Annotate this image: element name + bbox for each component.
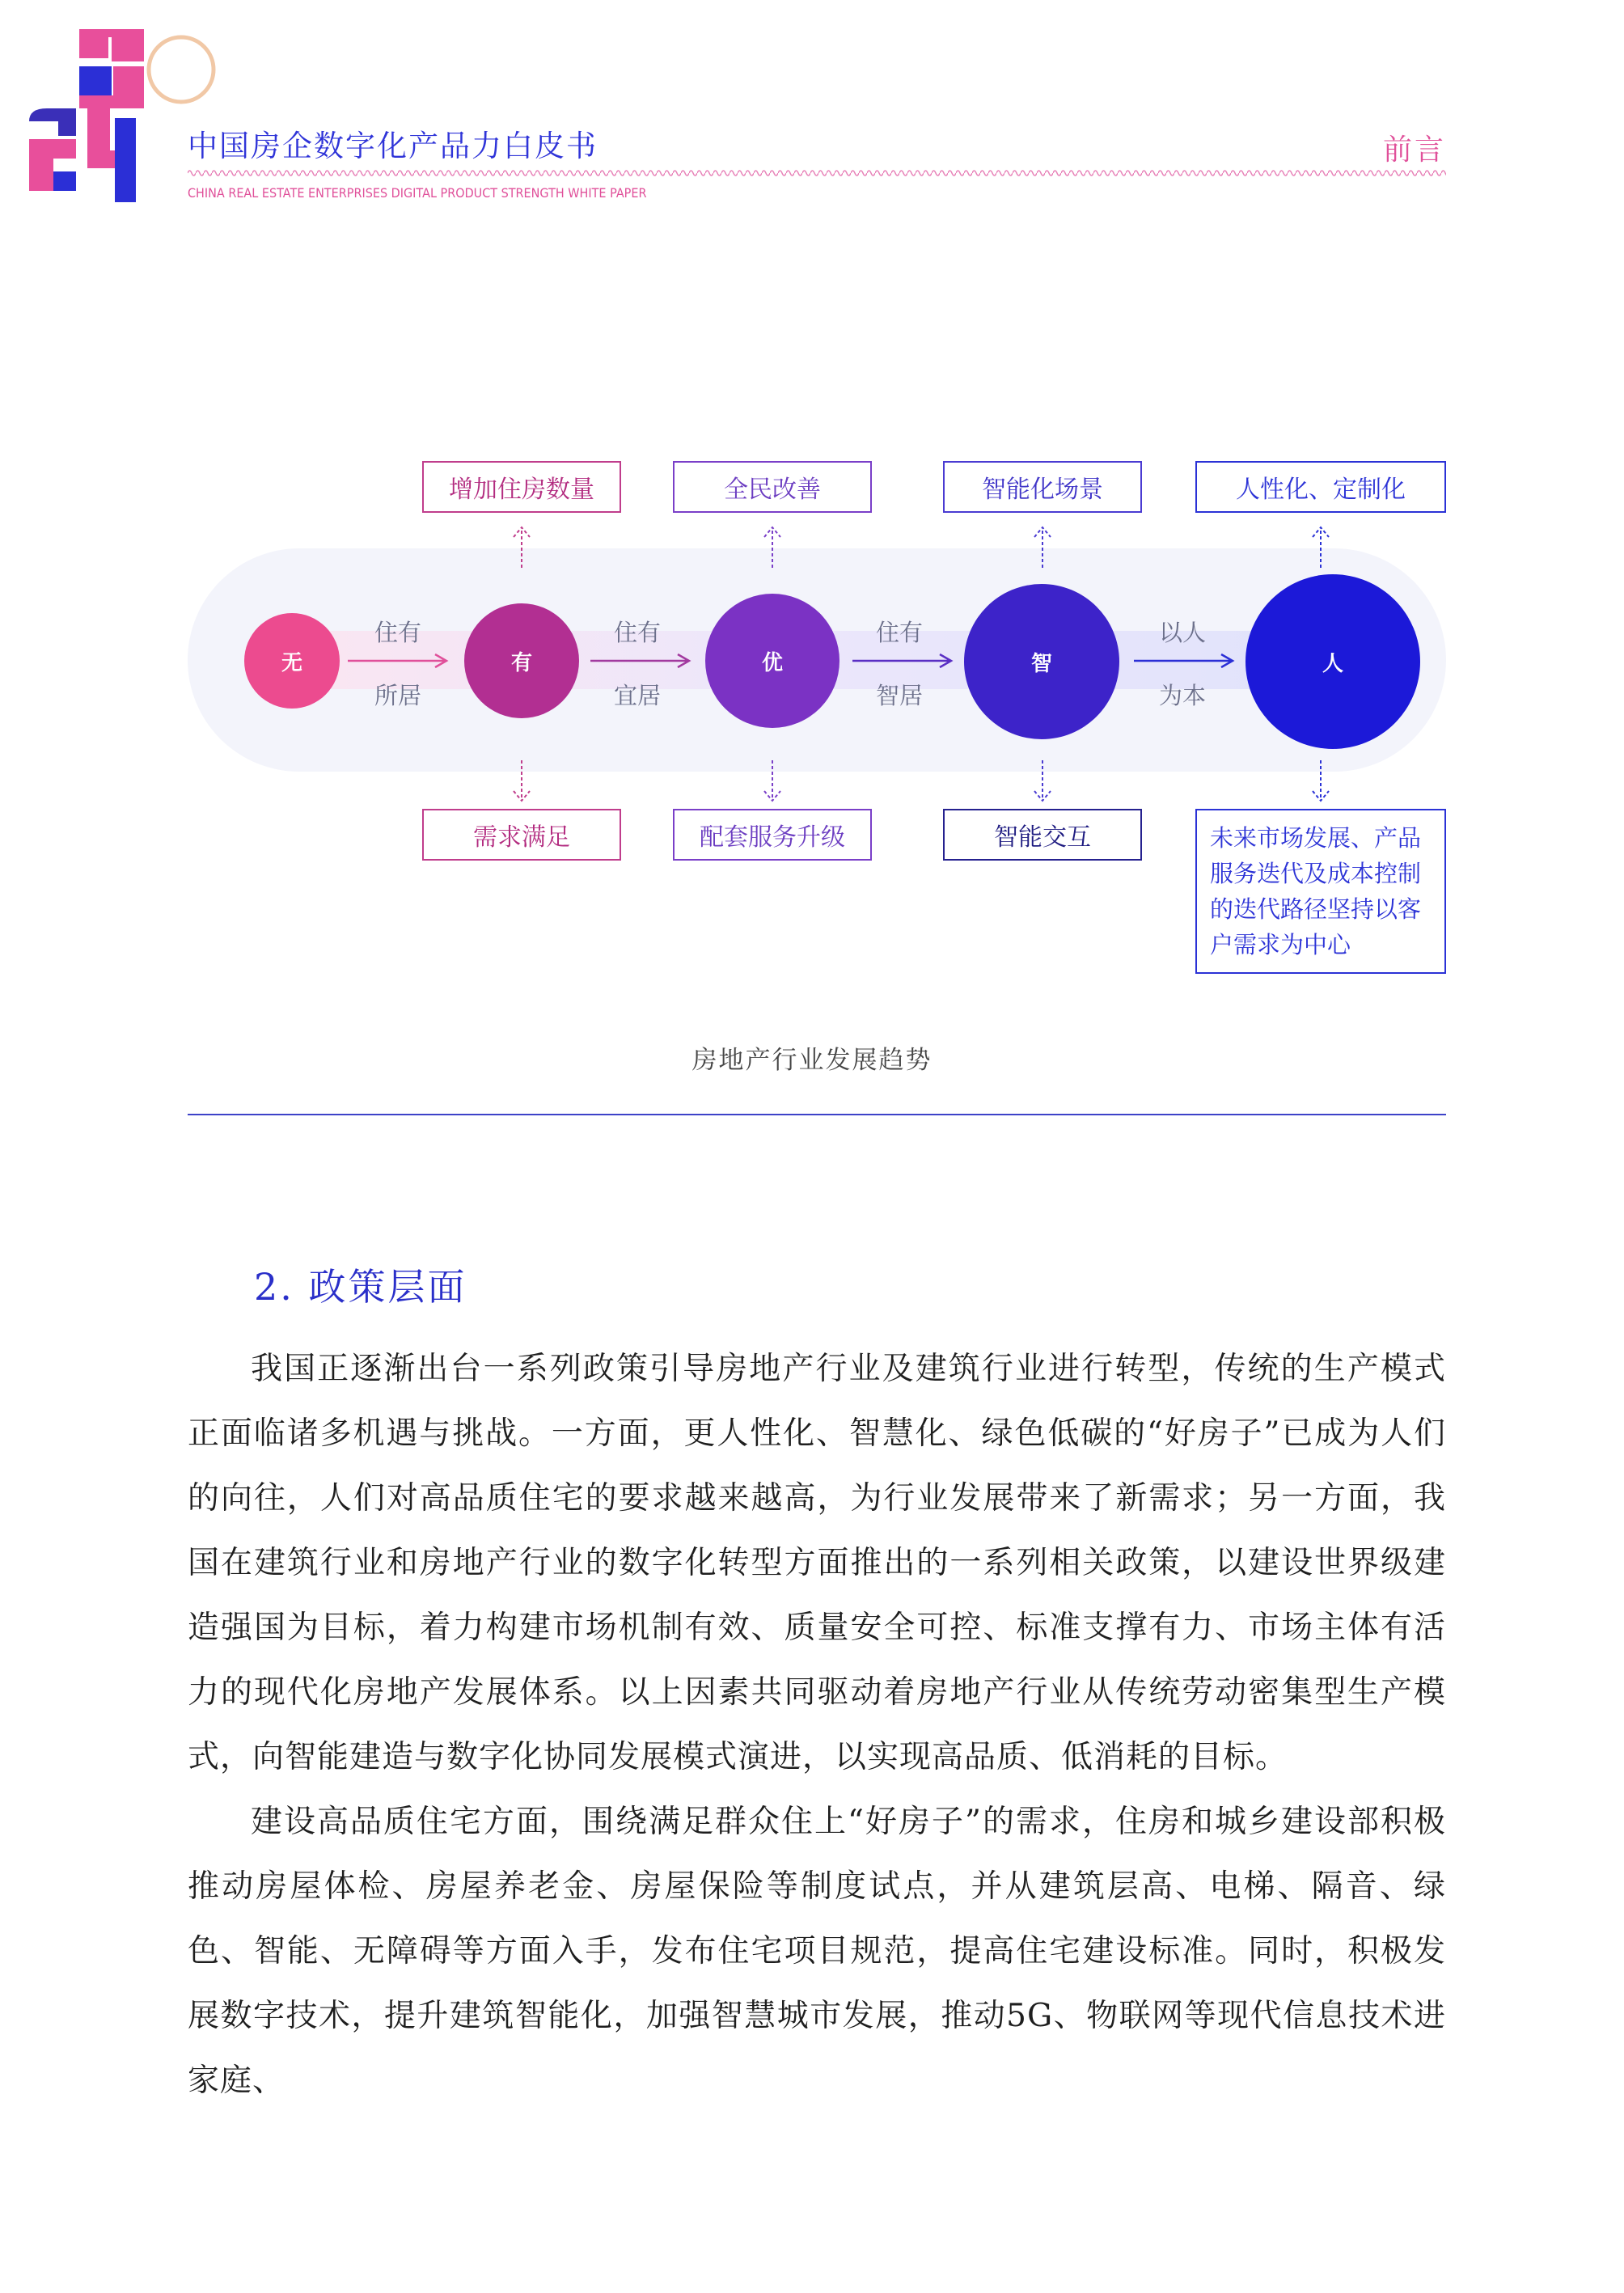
transition-4-arrow [1132,653,1236,669]
transition-4-top: 以人 [1158,619,1206,646]
top-box-3: 智能化场景 [943,461,1142,513]
top-box-4: 人性化、定制化 [1195,461,1446,513]
up-arrow-3 [1030,524,1055,569]
transition-2-top: 住有 [613,619,661,646]
transition-3-arrow [851,653,954,669]
header-subtitle: CHINA REAL ESTATE ENTERPRISES DIGITAL PRODUCT STRENGTH WHITE PAPER [188,185,647,201]
bottom-box-4: 未来市场发展、产品服务迭代及成本控制的迭代路径坚持以客户需求为中心 [1195,809,1446,974]
header-title: 中国房企数字化产品力白皮书 [188,129,598,163]
top-box-2: 全民改善 [673,461,872,513]
caption-divider [188,1114,1446,1115]
transition-3-bottom: 智居 [875,682,923,709]
up-arrow-2 [760,524,785,569]
header-section-label: 前言 [1382,133,1446,167]
transition-2-arrow [589,653,692,669]
down-arrow-2 [760,759,785,804]
stage-circle-none: 无 [244,613,340,709]
up-arrow-4 [1309,524,1333,569]
transition-1-top: 住有 [374,619,421,646]
top-box-1: 增加住房数量 [422,461,621,513]
bottom-box-2: 配套服务升级 [673,809,872,861]
transition-2-bottom: 宜居 [613,682,661,709]
stage-circle-smart: 智 [964,584,1119,739]
paragraph-2: 建设高品质住宅方面，围绕满足群众住上“好房子”的需求，住房和城乡建设部积极推动房屋体检、房屋养老金、房屋保险等制度试点，并从建筑层高、电梯、隔音、绿色、智能、无障碍等方面入手，发布住宅项目规范，提高住宅建设标准。同时，积极发展数字技术，提升建筑智能化，加强智慧城市发展，推动5G、物联网等现代信息技术进家庭、 [188,1804,1446,2099]
stage-circle-excellent: 优 [705,594,839,728]
stage-circle-have: 有 [464,603,579,718]
transition-1-bottom: 所居 [374,682,421,709]
paragraph-1: 我国正逐渐出台一系列政策引导房地产行业及建筑行业进行转型，传统的生产模式正面临诸多机遇与挑战。一方面，更人性化、智慧化、绿色低碳的“好房子”已成为人们的向往，人们对高品质住宅的要求越来越高，为行业发展带来了新需求；另一方面，我国在建筑行业和房地产行业的数字化转型方面推出的一系列相关政策，以建设世界级建造强国为目标，着力构建市场机制有效、质量安全可控、标准支撑有力、市场主体有活力的现代化房地产发展体系。以上因素共同驱动着房地产行业从传统劳动密集型生产模式，向智能建造与数字化协同发展模式演进，以实现高品质、低消耗的目标。 [188,1351,1446,1775]
down-arrow-4 [1309,759,1333,804]
stage-circle-people: 人 [1245,574,1420,749]
diagram-caption: 房地产行业发展趋势 [691,1046,933,1075]
transition-1-arrow [346,653,450,669]
section-title: 2. 政策层面 [254,1265,467,1309]
up-arrow-1 [510,524,534,569]
bottom-box-3: 智能交互 [943,809,1142,861]
transition-4-bottom: 为本 [1158,682,1206,709]
bottom-box-1: 需求满足 [422,809,621,861]
transition-3-top: 住有 [875,619,923,646]
down-arrow-3 [1030,759,1055,804]
header-divider [188,167,1446,179]
down-arrow-1 [510,759,534,804]
